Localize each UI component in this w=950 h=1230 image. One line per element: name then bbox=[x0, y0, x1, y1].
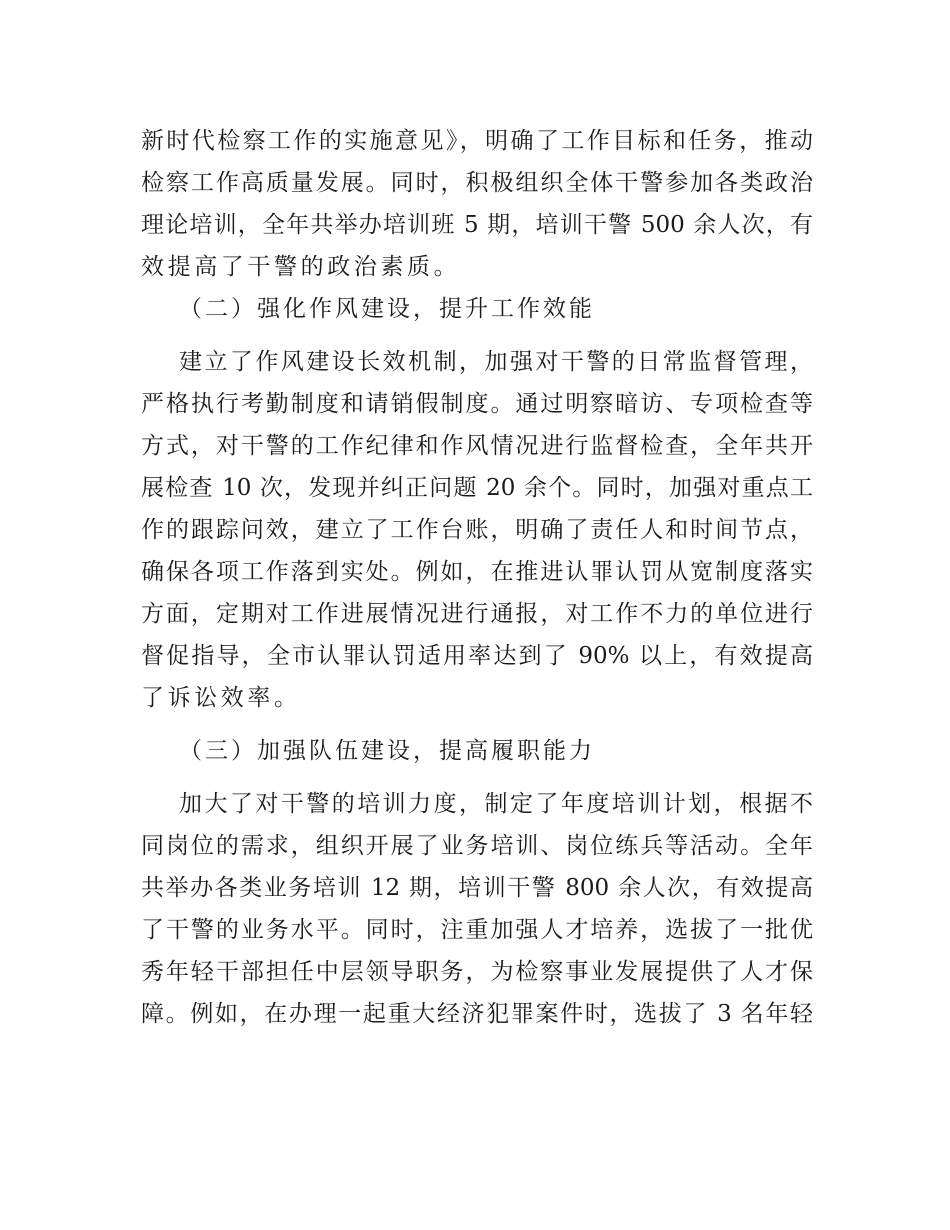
text-line: 确保各项工作落到实处。例如，在推进认罪认罚从宽制度落实 bbox=[141, 559, 813, 585]
paragraph-team-building bbox=[141, 783, 813, 1035]
paragraph-spacing bbox=[141, 330, 813, 341]
text-line: 展检查 10 次，发现并纠正问题 20 余个。同时，加强对重点工 bbox=[141, 475, 813, 501]
document-page bbox=[141, 120, 813, 1035]
text-line: 方面，定期对工作进展情况进行通报，对工作不力的单位进行 bbox=[141, 601, 813, 627]
paragraph-spacing bbox=[141, 772, 813, 783]
text-line: 共举办各类业务培训 12 期，培训干警 800 余人次，有效提高 bbox=[141, 875, 813, 901]
text-line: 新时代检察工作的实施意见》，明确了工作目标和任务，推动 bbox=[141, 128, 813, 154]
text-line: 检察工作高质量发展。同时，积极组织全体干警参加各类政治 bbox=[141, 170, 813, 196]
text-line: 障。例如，在办理一起重大经济犯罪案件时，选拔了 3 名年轻 bbox=[141, 1001, 813, 1027]
text-line: 严格执行考勤制度和请销假制度。通过明察暗访、专项检查等 bbox=[141, 391, 813, 417]
text-line: 作的跟踪问效，建立了工作台账，明确了责任人和时间节点， bbox=[141, 517, 813, 543]
text-line: 加大了对干警的培训力度，制定了年度培训计划，根据不 bbox=[179, 791, 813, 817]
paragraph-work-style bbox=[141, 341, 813, 719]
text-line: 同岗位的需求，组织开展了业务培训、岗位练兵等活动。全年 bbox=[141, 833, 813, 859]
text-line: 秀年轻干部担任中层领导职务，为检察事业发展提供了人才保 bbox=[141, 959, 813, 985]
text-line: 建立了作风建设长效机制，加强对干警的日常监督管理， bbox=[179, 349, 813, 375]
paragraph-spacing bbox=[141, 719, 813, 730]
paragraph-political-training bbox=[141, 120, 813, 288]
text-line: 了诉讼效率。 bbox=[141, 685, 301, 711]
text-line: 理论培训，全年共举办培训班 5 期，培训干警 500 余人次，有 bbox=[141, 212, 813, 238]
section-heading-work-style: （二）强化作风建设，提升工作效能 bbox=[179, 296, 595, 322]
section-heading-team-building: （三）加强队伍建设，提高履职能力 bbox=[179, 738, 595, 764]
text-line: 效提高了干警的政治素质。 bbox=[141, 254, 461, 280]
text-line: 了干警的业务水平。同时，注重加强人才培养，选拔了一批优 bbox=[141, 917, 813, 943]
text-line: 督促指导，全市认罪认罚适用率达到了 90% 以上，有效提高 bbox=[141, 643, 813, 669]
text-line: 方式，对干警的工作纪律和作风情况进行监督检查，全年共开 bbox=[141, 433, 813, 459]
